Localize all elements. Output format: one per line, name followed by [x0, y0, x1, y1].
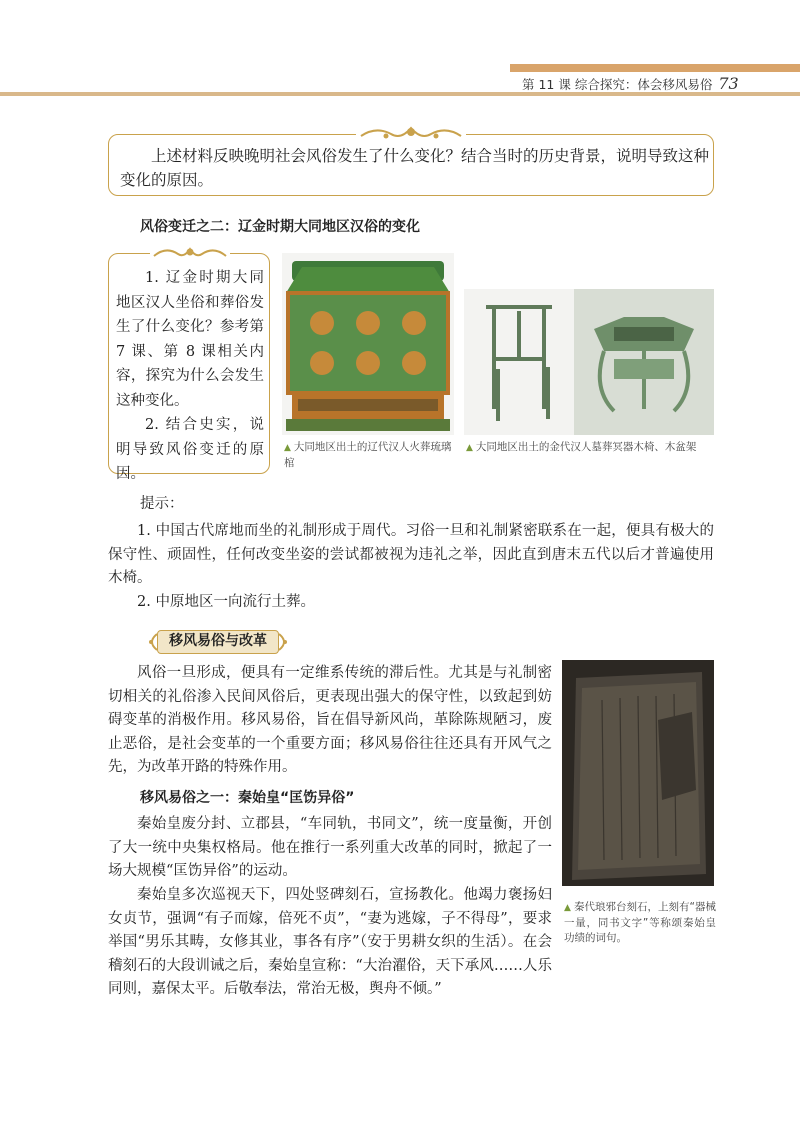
chair-and-stand-illustration-icon	[464, 289, 714, 435]
coffin-illustration-icon	[282, 253, 454, 435]
reform-paragraph-3-start	[108, 884, 552, 1002]
caption-coffin-text: 大同地区出土的辽代汉人火葬琉璃棺	[284, 441, 452, 469]
para-1: 风俗一旦形成，便具有一定维系传统的滞后性。尤其是与礼制密切相关的礼俗渗入民间风俗后，更表现出强大的保守性，以致起到妨碍变革的消极作用。移风易俗，旨在倡导新风尚，革除陈规陋习，废止恶俗，是社会变革的一个重要方面；移风易俗往往还具有开风气之先，为改革开路的特殊作用。	[108, 665, 552, 775]
triangle-icon: ▲	[284, 443, 291, 453]
side-question-2: 2. 结合史实，说明导致风俗变迁的原因。	[116, 417, 264, 482]
qin-subtitle: 移风易俗之一：秦始皇“匡饬异俗”	[140, 790, 355, 806]
question-text: 上述材料反映晚明社会风俗发生了什么变化？结合当时的历史背景，说明导致这种变化的原因。	[120, 147, 710, 189]
side-questions	[116, 266, 264, 487]
ornament-right-icon	[277, 632, 291, 652]
photo-glazed-coffin	[282, 253, 454, 435]
photo-wooden-chair-basin-stand	[464, 289, 714, 435]
caption-stele	[564, 900, 716, 946]
para-2: 秦始皇废分封、立郡县，“车同轨，书同文”，统一度量衡，开创了大一统中央集权格局。他在推行一系列重大改革的同时，掀起了一场大规模“匡饬异俗”的运动。	[108, 816, 552, 879]
hint-2: 2. 中原地区一向流行土葬。	[137, 593, 315, 610]
header-accent-bar	[510, 64, 800, 72]
triangle-icon: ▲	[564, 903, 571, 913]
section-badge	[145, 628, 291, 656]
hints-label: 提示：	[140, 496, 184, 512]
reform-paragraph-1	[108, 662, 552, 780]
caption-chair-text: 大同地区出土的金代汉人墓葬冥器木椅、木盆架	[475, 441, 697, 453]
section-badge-label: 移风易俗与改革	[157, 630, 279, 654]
ornament-icon	[356, 120, 466, 146]
lesson-title: 第 11 课 综合探究：体会移风易俗	[522, 77, 713, 92]
section-subtitle: 风俗变迁之二：辽金时期大同地区汉俗的变化	[140, 219, 420, 235]
hint-1: 1. 中国古代席地而坐的礼制形成于周代。习俗一旦和礼制紧密联系在一起，便具有极大的保守性、顽固性，任何改变坐姿的尝试都被视为违礼之举，因此直到唐末五代以后才普遍使用木椅。	[108, 523, 714, 586]
para-3: 秦始皇多次巡视天下，四处竖碑刻石，宣扬教化。他竭力褒扬妇女贞节，强调“有子而嫁，倍死不贞”，“妻为逃嫁，子不得母”，要求举国“男乐其畴，女修其业，事各有序”（安于男耕女织的生活）。在会稽刻石的大段训诫之后，秦始皇宣称：“大治濯俗，天下承风……人乐同则，嘉保太平。后敬奉法，常治无极，舆舟不倾。”	[108, 887, 552, 997]
caption-stele-text: 秦代琅邪台刻石，上刻有“器械一量，同书文字”等称颂秦始皇功绩的词句。	[564, 901, 716, 944]
triangle-icon: ▲	[466, 443, 473, 453]
caption-coffin	[284, 440, 456, 471]
page-number: 73	[718, 74, 739, 93]
stele-illustration-icon	[562, 660, 714, 886]
side-question-1: 1. 辽金时期大同地区汉人坐俗和葬俗发生了什么变化？参考第 7 课、第 8 课相关内容，探究为什么会发生这种变化。	[116, 270, 264, 409]
ornament-icon	[150, 242, 230, 264]
photo-langya-stele	[562, 660, 714, 886]
running-header	[522, 74, 739, 93]
reform-paragraph-2	[108, 813, 552, 884]
caption-chair	[466, 440, 716, 456]
hints-body	[108, 520, 714, 614]
